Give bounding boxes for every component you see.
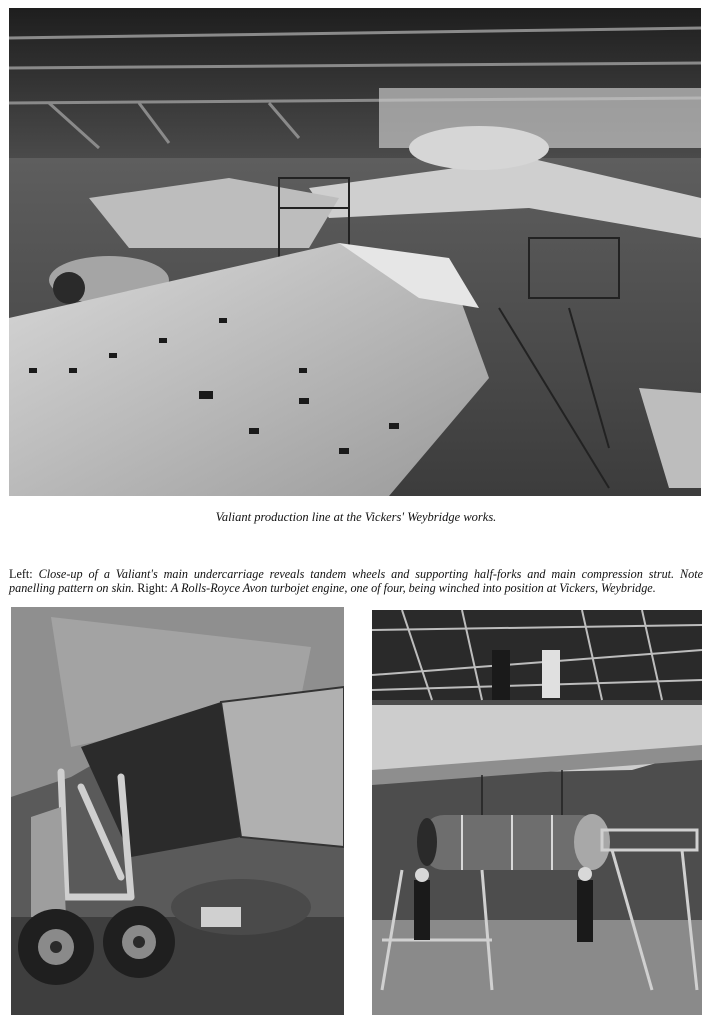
production-line-image (9, 8, 701, 496)
right-label: Right: (137, 581, 168, 595)
right-caption-text: A Rolls-Royce Avon turbojet engine, one of four, being winched into position at Vickers, Weybridge. (170, 581, 656, 595)
engine-winch-image (372, 610, 702, 1015)
left-caption-text: Close-up of a Valiant's main undercarriage reveals tandem wheels and supporting half-forks and main compression strut. Note panelling pattern on skin. (9, 567, 704, 595)
bottom-photos-caption (9, 567, 703, 595)
undercarriage-image (11, 607, 344, 1015)
main-caption-text: Valiant production line at the Vickers' Weybridge works. (215, 510, 497, 524)
engine-winch-photo (372, 610, 702, 1015)
production-line-photo (9, 8, 701, 496)
left-label: Left: (9, 567, 33, 581)
main-photo-caption (0, 510, 712, 525)
undercarriage-photo (11, 607, 344, 1015)
